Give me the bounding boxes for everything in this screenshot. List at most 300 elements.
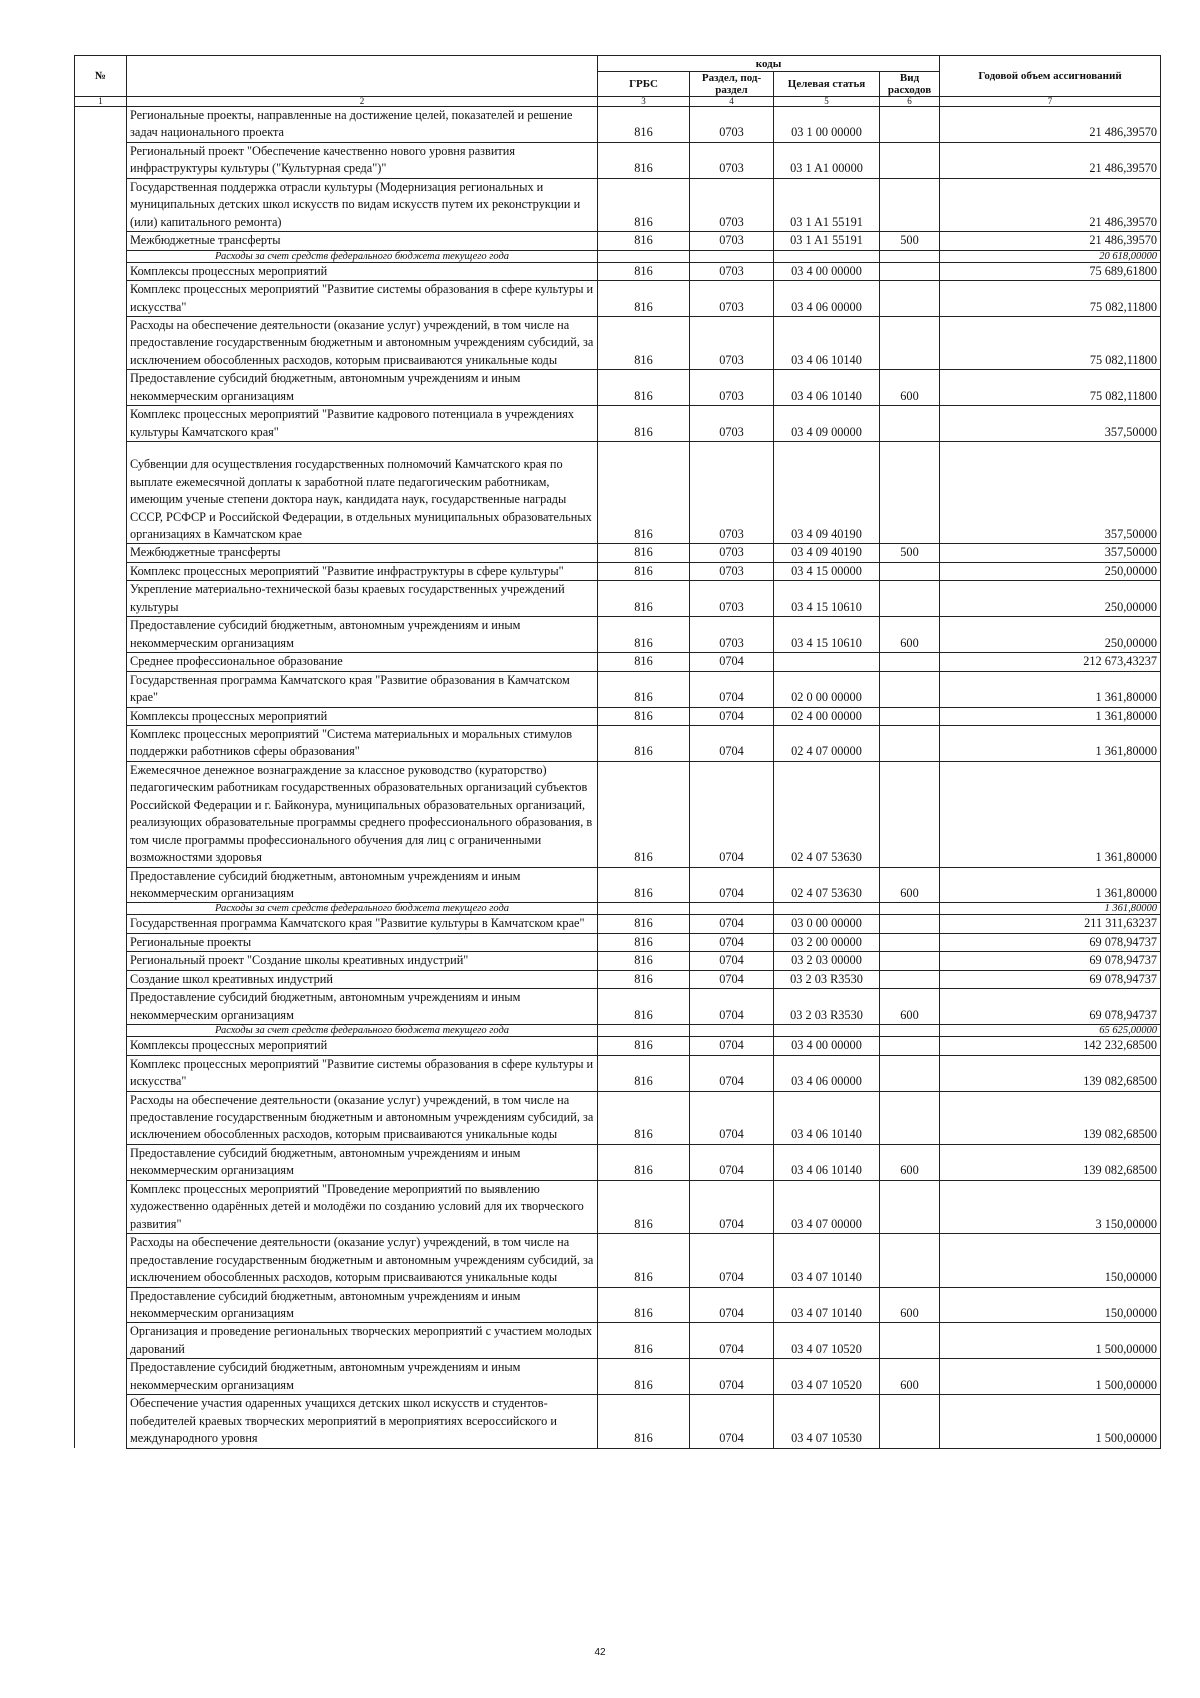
row-number-cell — [75, 903, 127, 915]
table-row — [75, 989, 1161, 1025]
row-target-article: 03 4 06 00000 — [774, 281, 880, 317]
row-name: Создание школ креативных индустрий — [127, 970, 598, 988]
row-number-cell — [75, 544, 127, 562]
table-row — [75, 653, 1161, 671]
row-grbs: 816 — [598, 406, 690, 442]
row-amount: 1 361,80000 — [940, 867, 1161, 903]
row-grbs: 816 — [598, 1234, 690, 1287]
row-amount: 211 311,63237 — [940, 915, 1161, 933]
table-body — [75, 107, 1161, 1449]
row-amount: 150,00000 — [940, 1234, 1161, 1287]
row-razdel: 0703 — [690, 142, 774, 178]
row-razdel: 0704 — [690, 867, 774, 903]
table-row — [75, 544, 1161, 562]
table-row — [75, 617, 1161, 653]
row-amount: 21 486,39570 — [940, 232, 1161, 250]
row-name: Межбюджетные трансферты — [127, 544, 598, 562]
row-target-article: 03 4 00 00000 — [774, 262, 880, 280]
row-amount: 69 078,94737 — [940, 970, 1161, 988]
row-expense-type — [880, 142, 940, 178]
row-number-cell — [75, 952, 127, 970]
header-razdel: Раздел, под-раздел — [690, 72, 774, 97]
row-expense-type: 600 — [880, 370, 940, 406]
row-target-article: 03 4 07 00000 — [774, 1180, 880, 1233]
row-expense-type — [880, 1025, 940, 1037]
row-number-cell — [75, 406, 127, 442]
row-expense-type — [880, 1037, 940, 1055]
row-target-article: 03 2 03 R3530 — [774, 970, 880, 988]
column-number-row — [75, 97, 1161, 107]
table-row — [75, 562, 1161, 580]
row-razdel: 0704 — [690, 1144, 774, 1180]
row-grbs: 816 — [598, 1037, 690, 1055]
row-amount: 75 082,11800 — [940, 316, 1161, 369]
row-target-article: 03 4 06 00000 — [774, 1055, 880, 1091]
row-amount: 357,50000 — [940, 406, 1161, 442]
row-name: Комплекс процессных мероприятий "Развитие кадрового потенциала в учреждениях культуры Камчатского края" — [127, 406, 598, 442]
table-row — [75, 442, 1161, 544]
table-row — [75, 761, 1161, 867]
row-name: Предоставление субсидий бюджетным, автономным учреждениям и иным некоммерческим организациям — [127, 867, 598, 903]
row-expense-type — [880, 316, 940, 369]
row-amount: 250,00000 — [940, 562, 1161, 580]
header-annual-amount: Годовой объем ассигнований — [940, 56, 1161, 97]
row-grbs: 816 — [598, 178, 690, 231]
table-row — [75, 933, 1161, 951]
row-expense-type — [880, 1055, 940, 1091]
row-razdel: 0703 — [690, 281, 774, 317]
row-grbs: 816 — [598, 933, 690, 951]
row-razdel: 0704 — [690, 653, 774, 671]
row-razdel: 0704 — [690, 1180, 774, 1233]
row-amount: 69 078,94737 — [940, 952, 1161, 970]
row-razdel — [690, 250, 774, 262]
row-expense-type — [880, 107, 940, 143]
row-target-article: 03 4 15 10610 — [774, 581, 880, 617]
row-grbs: 816 — [598, 544, 690, 562]
row-expense-type — [880, 281, 940, 317]
table-row — [75, 178, 1161, 231]
row-expense-type: 600 — [880, 1359, 940, 1395]
row-amount: 1 361,80000 — [940, 725, 1161, 761]
row-expense-type — [880, 562, 940, 580]
row-expense-type: 600 — [880, 989, 940, 1025]
column-number: 6 — [880, 97, 940, 107]
row-grbs: 816 — [598, 761, 690, 867]
row-target-article: 02 4 07 53630 — [774, 761, 880, 867]
row-amount: 69 078,94737 — [940, 933, 1161, 951]
row-number-cell — [75, 142, 127, 178]
row-amount: 20 618,00000 — [940, 250, 1161, 262]
row-grbs: 816 — [598, 316, 690, 369]
row-amount: 1 361,80000 — [940, 707, 1161, 725]
row-amount: 1 500,00000 — [940, 1395, 1161, 1448]
row-razdel: 0703 — [690, 370, 774, 406]
row-expense-type — [880, 1323, 940, 1359]
federal-budget-subrow — [75, 903, 1161, 915]
row-number-cell — [75, 442, 127, 544]
row-expense-type — [880, 933, 940, 951]
row-name: Субвенции для осуществления государственных полномочий Камчатского края по выплате ежемесячной доплаты к заработной плате педагогическим работникам, имеющим ученые степени доктора наук, кандидата наук, государственные награды СССР, РСФСР и Российской Федерации, в отдельных муниципальных образовательных организациях в Камчатском крае — [127, 442, 598, 544]
header-codes-group: коды — [598, 56, 940, 72]
row-number-cell — [75, 262, 127, 280]
row-grbs: 816 — [598, 562, 690, 580]
row-target-article: 03 4 06 10140 — [774, 316, 880, 369]
row-expense-type: 500 — [880, 544, 940, 562]
row-name: Комплекс процессных мероприятий "Развитие инфраструктуры в сфере культуры" — [127, 562, 598, 580]
row-target-article: 03 4 09 00000 — [774, 406, 880, 442]
row-expense-type — [880, 406, 940, 442]
row-number-cell — [75, 617, 127, 653]
row-amount: 139 082,68500 — [940, 1055, 1161, 1091]
row-number-cell — [75, 915, 127, 933]
row-number-cell — [75, 1025, 127, 1037]
row-target-article: 03 4 15 10610 — [774, 617, 880, 653]
row-amount: 3 150,00000 — [940, 1180, 1161, 1233]
row-razdel: 0703 — [690, 544, 774, 562]
row-target-article — [774, 250, 880, 262]
row-name: Расходы на обеспечение деятельности (оказание услуг) учреждений, в том числе на предоставление государственным бюджетным и автономным учреждениям субсидий, за исключением обособленных расходов, которым присваиваются уникальные коды — [127, 1091, 598, 1144]
row-grbs: 816 — [598, 1144, 690, 1180]
row-target-article: 03 4 09 40190 — [774, 442, 880, 544]
row-name: Комплексы процессных мероприятий — [127, 1037, 598, 1055]
row-grbs: 816 — [598, 725, 690, 761]
header-grbs: ГРБС — [598, 72, 690, 97]
row-expense-type: 600 — [880, 617, 940, 653]
row-number-cell — [75, 1395, 127, 1448]
row-grbs: 816 — [598, 232, 690, 250]
column-number: 5 — [774, 97, 880, 107]
row-razdel: 0704 — [690, 1055, 774, 1091]
row-razdel: 0704 — [690, 707, 774, 725]
row-grbs: 816 — [598, 915, 690, 933]
row-target-article: 03 4 06 10140 — [774, 1091, 880, 1144]
column-number: 3 — [598, 97, 690, 107]
row-razdel: 0704 — [690, 1395, 774, 1448]
row-amount: 1 500,00000 — [940, 1359, 1161, 1395]
row-target-article: 02 0 00 00000 — [774, 671, 880, 707]
row-amount: 1 500,00000 — [940, 1323, 1161, 1359]
row-target-article: 03 4 07 10520 — [774, 1359, 880, 1395]
row-name: Расходы за счет средств федерального бюджета текущего года — [127, 903, 598, 915]
row-name: Государственная программа Камчатского края "Развитие образования в Камчатском крае" — [127, 671, 598, 707]
table-row — [75, 952, 1161, 970]
row-amount: 250,00000 — [940, 617, 1161, 653]
row-number-cell — [75, 725, 127, 761]
table-row — [75, 707, 1161, 725]
row-amount: 21 486,39570 — [940, 178, 1161, 231]
row-grbs: 816 — [598, 370, 690, 406]
row-razdel: 0703 — [690, 562, 774, 580]
row-name: Обеспечение участия одаренных учащихся детских школ искусств и студентов-победителей краевых творческих мероприятий в мероприятиях всероссийского и международного уровня — [127, 1395, 598, 1448]
row-grbs: 816 — [598, 952, 690, 970]
row-razdel: 0703 — [690, 178, 774, 231]
table-row — [75, 1395, 1161, 1448]
row-name: Региональные проекты, направленные на достижение целей, показателей и решение задач национального проекта — [127, 107, 598, 143]
row-number-cell — [75, 1359, 127, 1395]
row-number-cell — [75, 178, 127, 231]
column-number: 7 — [940, 97, 1161, 107]
row-amount: 150,00000 — [940, 1287, 1161, 1323]
row-name: Предоставление субсидий бюджетным, автономным учреждениям и иным некоммерческим организациям — [127, 1144, 598, 1180]
table-row — [75, 1037, 1161, 1055]
row-grbs: 816 — [598, 262, 690, 280]
row-grbs: 816 — [598, 581, 690, 617]
row-target-article: 03 4 06 10140 — [774, 370, 880, 406]
row-razdel — [690, 903, 774, 915]
row-expense-type — [880, 1234, 940, 1287]
row-number-cell — [75, 107, 127, 143]
row-target-article: 03 4 07 10140 — [774, 1287, 880, 1323]
row-name: Расходы на обеспечение деятельности (оказание услуг) учреждений, в том числе на предоставление государственным бюджетным и автономным учреждениям субсидий, за исключением обособленных расходов, которым присваиваются уникальные коды — [127, 1234, 598, 1287]
row-expense-type — [880, 952, 940, 970]
row-number-cell — [75, 562, 127, 580]
row-number-cell — [75, 1037, 127, 1055]
row-razdel: 0703 — [690, 617, 774, 653]
row-expense-type — [880, 581, 940, 617]
row-number-cell — [75, 1323, 127, 1359]
row-expense-type — [880, 653, 940, 671]
row-target-article: 03 2 03 00000 — [774, 952, 880, 970]
row-amount: 21 486,39570 — [940, 107, 1161, 143]
row-razdel: 0703 — [690, 262, 774, 280]
row-razdel: 0704 — [690, 970, 774, 988]
row-expense-type: 600 — [880, 1144, 940, 1180]
row-razdel — [690, 1025, 774, 1037]
row-amount: 142 232,68500 — [940, 1037, 1161, 1055]
row-name: Среднее профессиональное образование — [127, 653, 598, 671]
row-razdel: 0703 — [690, 442, 774, 544]
row-grbs: 816 — [598, 142, 690, 178]
row-razdel: 0704 — [690, 1091, 774, 1144]
row-amount: 1 361,80000 — [940, 761, 1161, 867]
column-number: 2 — [127, 97, 598, 107]
row-number-cell — [75, 581, 127, 617]
row-number-cell — [75, 671, 127, 707]
row-razdel: 0704 — [690, 671, 774, 707]
row-grbs: 816 — [598, 1287, 690, 1323]
table-row — [75, 671, 1161, 707]
row-amount: 1 361,80000 — [940, 903, 1161, 915]
column-number: 1 — [75, 97, 127, 107]
row-name: Расходы за счет средств федерального бюджета текущего года — [127, 1025, 598, 1037]
row-target-article — [774, 1025, 880, 1037]
row-razdel: 0704 — [690, 761, 774, 867]
row-razdel: 0704 — [690, 1037, 774, 1055]
row-target-article — [774, 903, 880, 915]
row-grbs: 816 — [598, 1055, 690, 1091]
row-razdel: 0703 — [690, 232, 774, 250]
row-number-cell — [75, 933, 127, 951]
table-row — [75, 142, 1161, 178]
header-name — [127, 56, 598, 97]
row-grbs: 816 — [598, 1323, 690, 1359]
row-amount: 357,50000 — [940, 442, 1161, 544]
table-row — [75, 1234, 1161, 1287]
row-name: Расходы на обеспечение деятельности (оказание услуг) учреждений, в том числе на предоставление государственным бюджетным и автономным учреждениям субсидий, за исключением обособленных расходов, которым присваиваются уникальные коды — [127, 316, 598, 369]
row-expense-type: 600 — [880, 867, 940, 903]
row-number-cell — [75, 370, 127, 406]
table-row — [75, 1055, 1161, 1091]
row-amount: 250,00000 — [940, 581, 1161, 617]
row-grbs: 816 — [598, 1359, 690, 1395]
row-number-cell — [75, 316, 127, 369]
row-grbs: 816 — [598, 107, 690, 143]
row-name: Государственная программа Камчатского края "Развитие культуры в Камчатском крае" — [127, 915, 598, 933]
row-number-cell — [75, 989, 127, 1025]
row-name: Предоставление субсидий бюджетным, автономным учреждениям и иным некоммерческим организациям — [127, 1359, 598, 1395]
row-razdel: 0703 — [690, 406, 774, 442]
row-target-article: 03 1 00 00000 — [774, 107, 880, 143]
row-expense-type — [880, 761, 940, 867]
row-expense-type — [880, 178, 940, 231]
row-expense-type — [880, 725, 940, 761]
row-grbs: 816 — [598, 1180, 690, 1233]
table-row — [75, 867, 1161, 903]
row-target-article: 03 2 03 R3530 — [774, 989, 880, 1025]
row-number-cell — [75, 1287, 127, 1323]
row-expense-type — [880, 671, 940, 707]
row-number-cell — [75, 250, 127, 262]
row-grbs: 816 — [598, 707, 690, 725]
table-row — [75, 316, 1161, 369]
row-amount: 75 082,11800 — [940, 281, 1161, 317]
table-row — [75, 915, 1161, 933]
row-expense-type — [880, 903, 940, 915]
federal-budget-subrow — [75, 1025, 1161, 1037]
budget-table-sheet — [74, 55, 1160, 1449]
row-expense-type — [880, 707, 940, 725]
row-target-article: 02 4 07 00000 — [774, 725, 880, 761]
row-grbs: 816 — [598, 989, 690, 1025]
row-grbs — [598, 250, 690, 262]
row-grbs: 816 — [598, 617, 690, 653]
column-number: 4 — [690, 97, 774, 107]
row-grbs — [598, 1025, 690, 1037]
row-razdel: 0704 — [690, 933, 774, 951]
row-grbs: 816 — [598, 442, 690, 544]
row-razdel: 0703 — [690, 107, 774, 143]
row-razdel: 0703 — [690, 581, 774, 617]
row-amount: 21 486,39570 — [940, 142, 1161, 178]
row-target-article — [774, 653, 880, 671]
row-target-article: 03 2 00 00000 — [774, 933, 880, 951]
row-number-cell — [75, 232, 127, 250]
row-grbs: 816 — [598, 653, 690, 671]
row-expense-type: 600 — [880, 1287, 940, 1323]
row-name: Комплекс процессных мероприятий "Развитие системы образования в сфере культуры и искусства" — [127, 1055, 598, 1091]
row-amount: 65 625,00000 — [940, 1025, 1161, 1037]
row-target-article: 03 1 A1 55191 — [774, 178, 880, 231]
table-row — [75, 232, 1161, 250]
row-number-cell — [75, 707, 127, 725]
row-target-article: 03 4 07 10530 — [774, 1395, 880, 1448]
row-expense-type — [880, 1091, 940, 1144]
row-amount: 75 082,11800 — [940, 370, 1161, 406]
row-grbs: 816 — [598, 671, 690, 707]
row-name: Межбюджетные трансферты — [127, 232, 598, 250]
row-razdel: 0704 — [690, 1323, 774, 1359]
row-target-article: 03 4 06 10140 — [774, 1144, 880, 1180]
row-amount: 357,50000 — [940, 544, 1161, 562]
row-expense-type — [880, 1395, 940, 1448]
row-grbs: 816 — [598, 970, 690, 988]
row-grbs: 816 — [598, 281, 690, 317]
row-expense-type: 500 — [880, 232, 940, 250]
row-number-cell — [75, 761, 127, 867]
table-row — [75, 1287, 1161, 1323]
row-grbs: 816 — [598, 867, 690, 903]
table-row — [75, 970, 1161, 988]
row-expense-type — [880, 1180, 940, 1233]
row-name: Региональные проекты — [127, 933, 598, 951]
row-amount: 139 082,68500 — [940, 1144, 1161, 1180]
row-razdel: 0704 — [690, 952, 774, 970]
row-razdel: 0704 — [690, 1287, 774, 1323]
row-number-cell — [75, 1091, 127, 1144]
table-row — [75, 281, 1161, 317]
row-number-cell — [75, 1180, 127, 1233]
row-razdel: 0704 — [690, 725, 774, 761]
row-grbs: 816 — [598, 1091, 690, 1144]
table-row — [75, 1359, 1161, 1395]
row-name: Комплекс процессных мероприятий "Проведение мероприятий по выявлению художественно одарённых детей и молодёжи по созданию условий для их творческого развития" — [127, 1180, 598, 1233]
row-number-cell — [75, 970, 127, 988]
row-number-cell — [75, 653, 127, 671]
row-name: Комплексы процессных мероприятий — [127, 707, 598, 725]
table-row — [75, 406, 1161, 442]
row-number-cell — [75, 1055, 127, 1091]
page-number: 42 — [594, 1647, 606, 1658]
row-target-article: 03 4 09 40190 — [774, 544, 880, 562]
table-row — [75, 581, 1161, 617]
row-name: Предоставление субсидий бюджетным, автономным учреждениям и иным некоммерческим организациям — [127, 1287, 598, 1323]
row-amount: 75 689,61800 — [940, 262, 1161, 280]
row-expense-type — [880, 442, 940, 544]
row-name: Государственная поддержка отрасли культуры (Модернизация региональных и муниципальных детских школ искусств по видам искусств путем их реконструкции и (или) капитального ремонта) — [127, 178, 598, 231]
row-amount: 212 673,43237 — [940, 653, 1161, 671]
row-expense-type — [880, 250, 940, 262]
header-expense-type: Вид расходов — [880, 72, 940, 97]
row-grbs — [598, 903, 690, 915]
table-row — [75, 107, 1161, 143]
row-name: Организация и проведение региональных творческих мероприятий с участием молодых дарований — [127, 1323, 598, 1359]
row-razdel: 0704 — [690, 915, 774, 933]
row-number-cell — [75, 1144, 127, 1180]
row-expense-type — [880, 915, 940, 933]
row-name: Предоставление субсидий бюджетным, автономным учреждениям и иным некоммерческим организациям — [127, 617, 598, 653]
row-name: Предоставление субсидий бюджетным, автономным учреждениям и иным некоммерческим организациям — [127, 989, 598, 1025]
row-target-article: 02 4 00 00000 — [774, 707, 880, 725]
row-grbs: 816 — [598, 1395, 690, 1448]
row-target-article: 03 4 15 00000 — [774, 562, 880, 580]
row-name: Комплекс процессных мероприятий "Развитие системы образования в сфере культуры и искусства" — [127, 281, 598, 317]
row-target-article: 03 4 07 10520 — [774, 1323, 880, 1359]
row-target-article: 03 1 A1 00000 — [774, 142, 880, 178]
row-expense-type — [880, 970, 940, 988]
row-target-article: 02 4 07 53630 — [774, 867, 880, 903]
table-row — [75, 1323, 1161, 1359]
row-target-article: 03 4 00 00000 — [774, 1037, 880, 1055]
row-name: Расходы за счет средств федерального бюджета текущего года — [127, 250, 598, 262]
row-number-cell — [75, 1234, 127, 1287]
table-row — [75, 1144, 1161, 1180]
budget-allocations-table — [74, 55, 1161, 1449]
row-number-cell — [75, 867, 127, 903]
row-name: Комплексы процессных мероприятий — [127, 262, 598, 280]
row-number-cell — [75, 281, 127, 317]
federal-budget-subrow — [75, 250, 1161, 262]
